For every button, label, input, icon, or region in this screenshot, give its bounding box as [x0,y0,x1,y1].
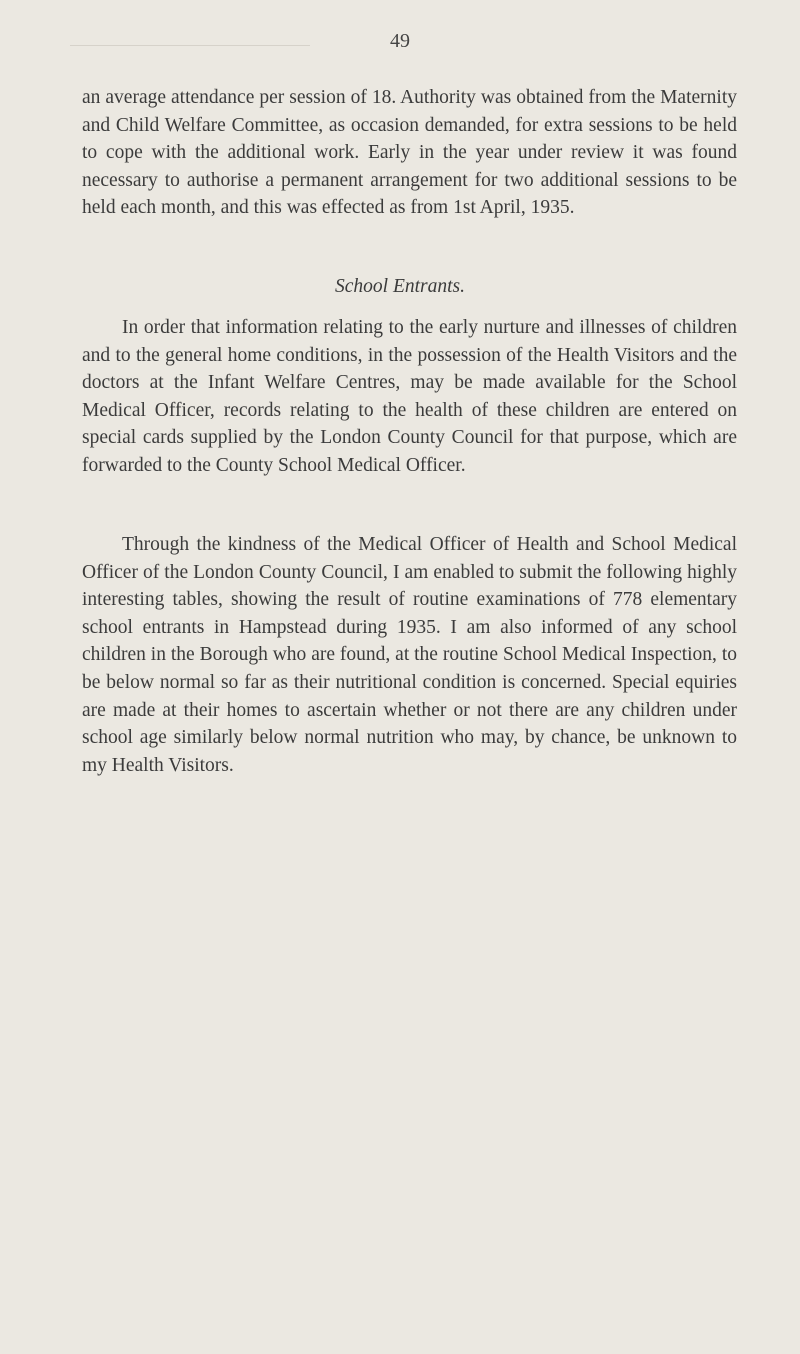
paragraph-continuation: an average attendance per session of 18. Authority was obtained from the Maternity and Child Welfare Committee, as occasion demanded, for extra sessions to be held to cope with the additional work. Early in the year under review it was found necessary to authorise a permanent arrangement for two additional sessions to be held each month, and this was effected as from 1st April, 1935. [82,87,737,219]
paragraph-examinations: Through the kindness of the Medical Officer of Health and School Medical Officer of the London County Council, I am enabled to submit the following highly interesting tables, showing the result of routine examinations of 778 elementary school entrants in Hampstead during 1935. I am also informed of any school children in the Borough who are found, at the routine School Medical Inspection, to be below normal so far as their nutritional condition is concerned. Special equiries are made at their homes to ascertain whether or not there are any children under school age similarly below normal nutrition who may, by chance, be unknown to my Health Visitors. [82,534,737,776]
page-number: 49 [390,30,410,52]
paragraph-records: In order that information relating to the early nurture and illnesses of children and to the general home conditions, in the possession of the Health Visitors and the doctors at the Infant Welfare Centres, may be made available for the School Medical Officer, records relating to the health of these children are entered on special cards supplied by the London County Council for that purpose, which are forwarded to the County School Medical Officer. [82,317,737,476]
section-heading: School Entrants. [335,276,465,297]
